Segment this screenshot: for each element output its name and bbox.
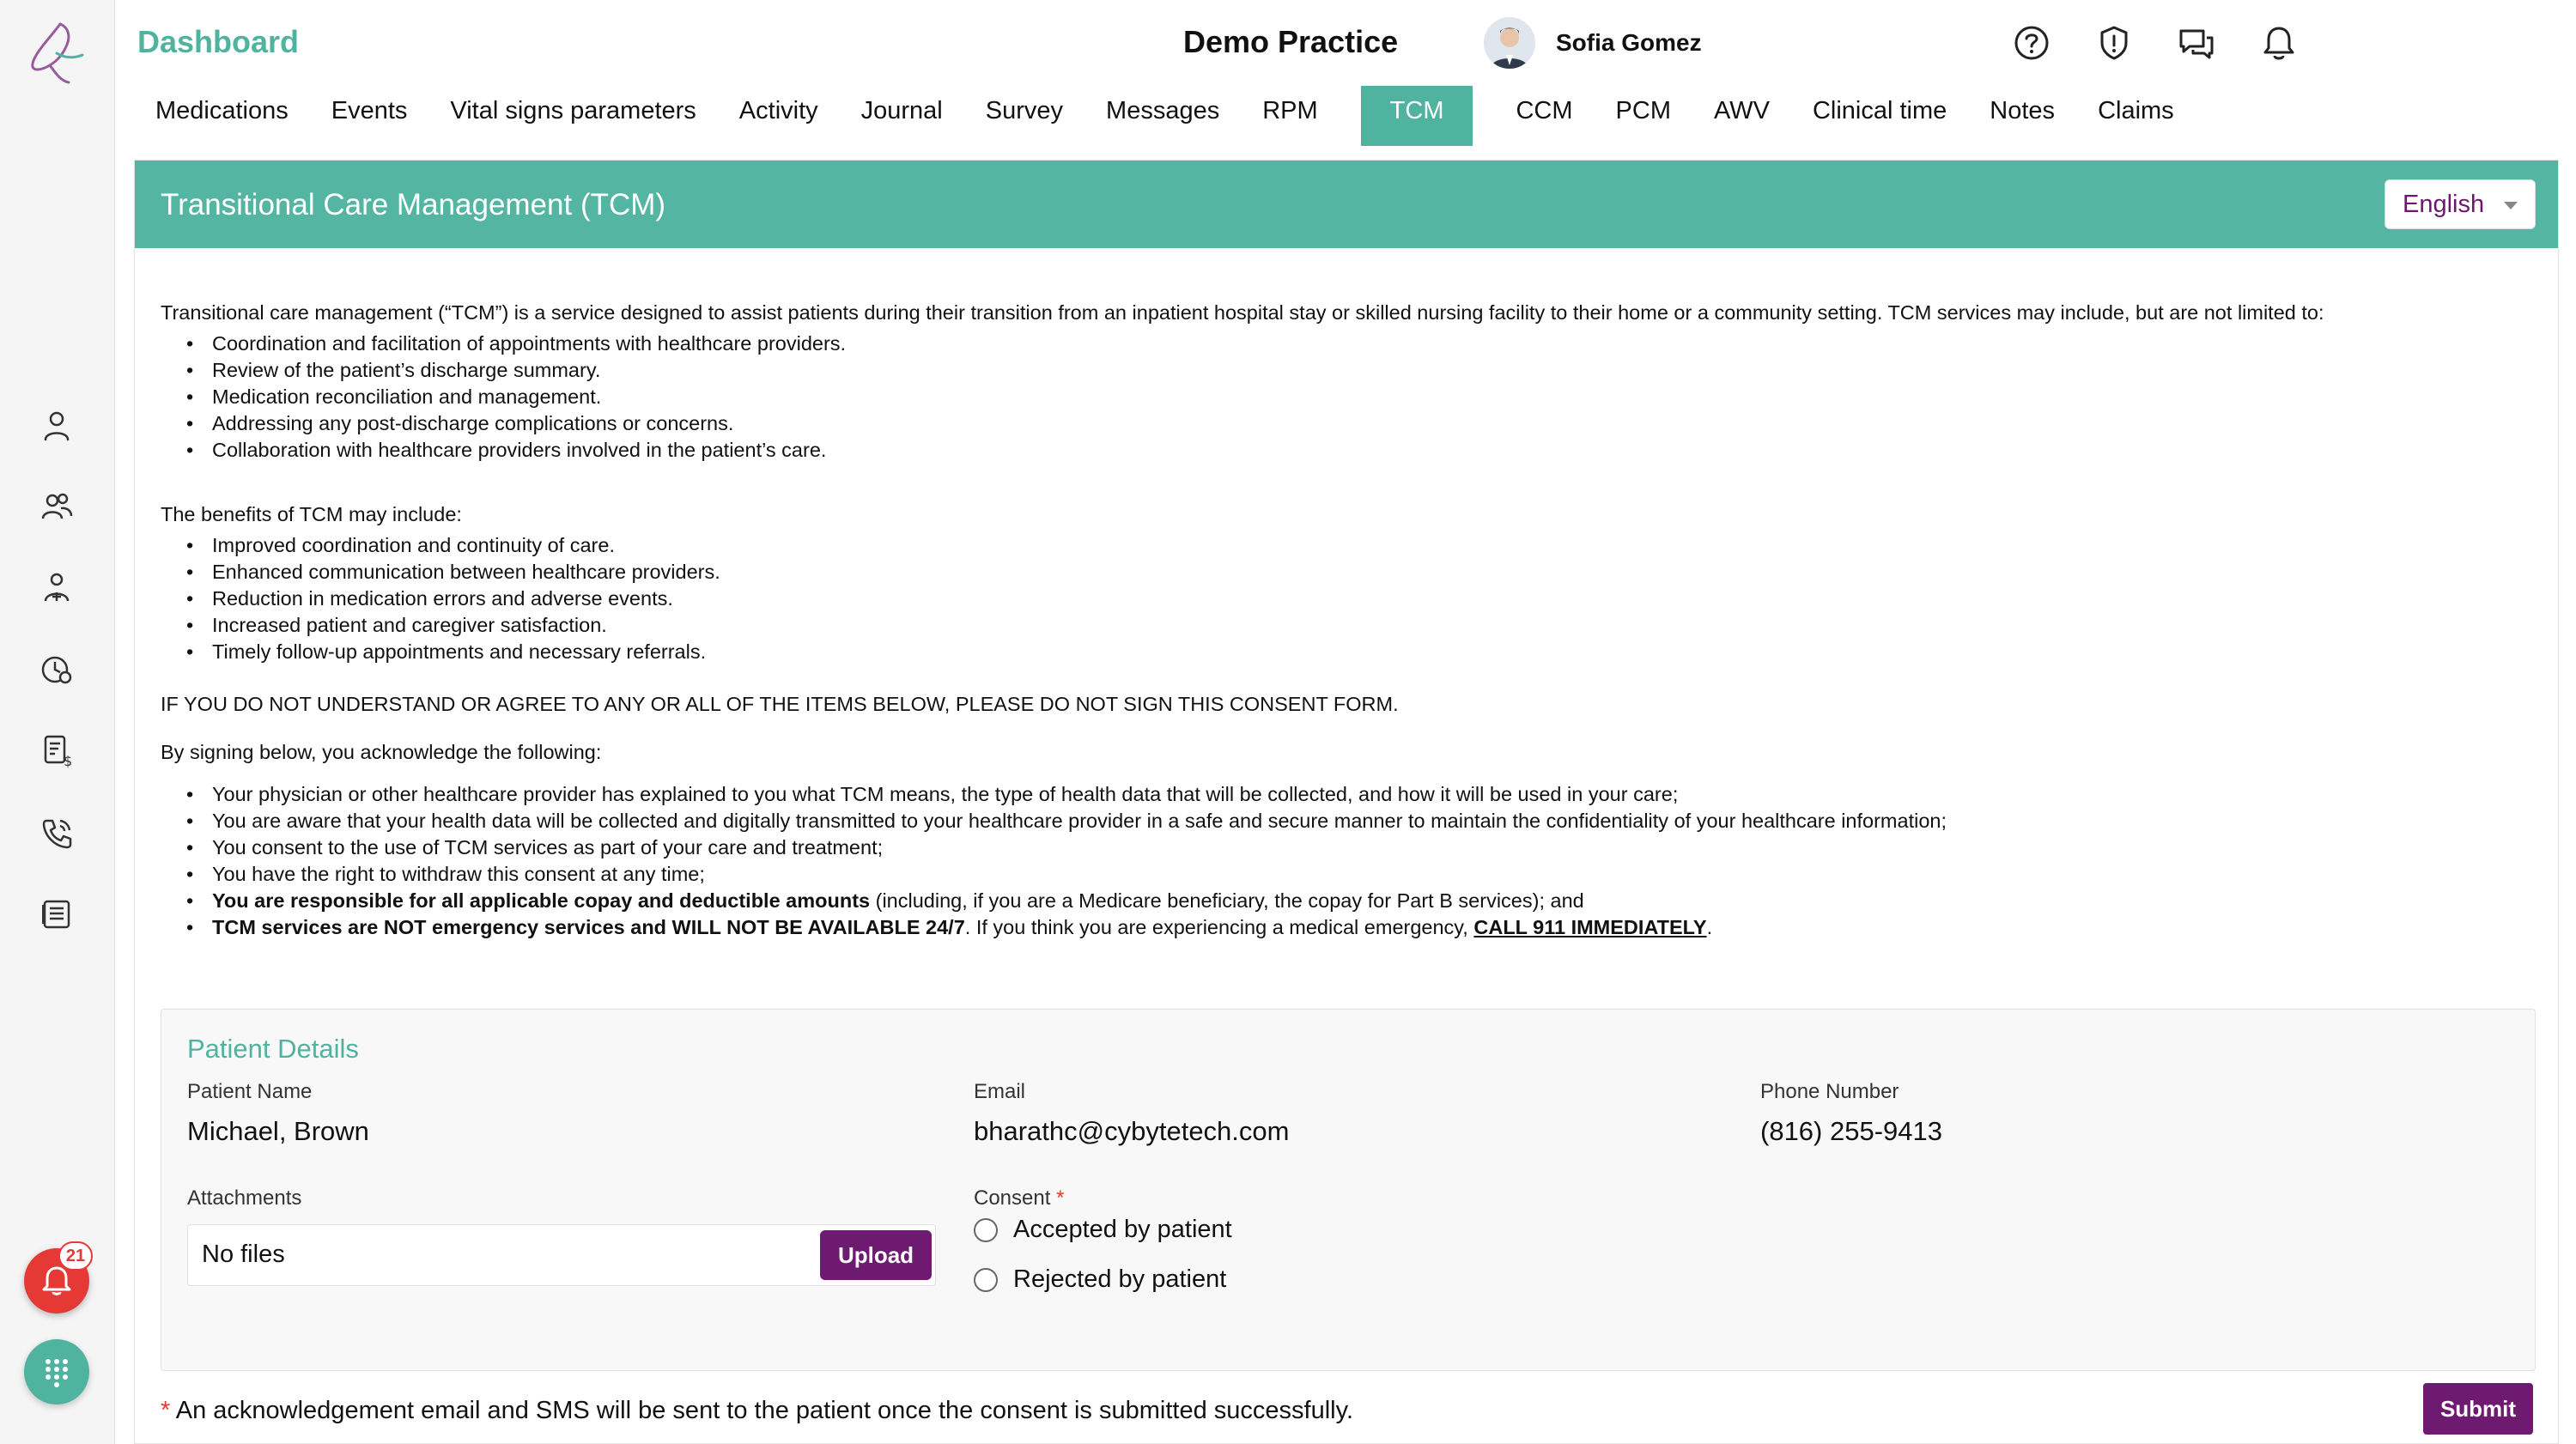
consent-accepted-label[interactable]: Accepted by patient xyxy=(1013,1216,1232,1243)
alert-count-badge: 21 xyxy=(58,1241,93,1271)
phone-value: (816) 255-9413 xyxy=(1760,1116,1942,1146)
email-value: bharathc@cybytetech.com xyxy=(974,1116,1290,1146)
list-item: • Reduction in medication errors and adverse events. xyxy=(185,585,2548,612)
user-icon[interactable] xyxy=(36,405,77,446)
tab-notes[interactable]: Notes xyxy=(1990,96,2056,124)
tab-survey[interactable]: Survey xyxy=(985,96,1064,124)
list-item: • Review of the patient’s discharge summary. xyxy=(185,357,2548,384)
users-group-icon[interactable] xyxy=(36,486,77,527)
list-item xyxy=(185,914,2548,941)
chat-icon[interactable] xyxy=(2176,22,2217,64)
consent-rejected-option[interactable] xyxy=(974,1265,1226,1294)
consent-text xyxy=(161,300,2548,941)
list-item: • You consent to the use of TCM services as part of your care and treatment; xyxy=(185,834,2548,861)
consent-intro: Transitional care management (“TCM”) is a service designed to assist patients during their transition from an inpatient hospital stay or skilled nursing facility to their home or a community setting. TCM services may include, but are not limited to: xyxy=(161,301,2324,324)
emergency-text: . If you think you are experiencing a medical emergency, xyxy=(964,916,1474,938)
attachments-label: Attachments xyxy=(187,1186,302,1210)
emergency-end-text: . xyxy=(1706,916,1713,938)
list-item: • Timely follow-up appointments and necessary referrals. xyxy=(185,639,2548,665)
benefits-heading: The benefits of TCM may include: xyxy=(161,503,462,525)
dashboard-link[interactable]: Dashboard xyxy=(137,24,300,59)
call-911-text: CALL 911 IMMEDIATELY xyxy=(1473,916,1707,938)
consent-warning: IF YOU DO NOT UNDERSTAND OR AGREE TO ANY OR ALL OF THE ITEMS BELOW, PLEASE DO NOT SIGN THIS CONSENT FORM. xyxy=(161,693,1399,715)
copay-bold-text: You are responsible for all applicable copay and deductible amounts xyxy=(212,889,871,912)
tab-pcm[interactable]: PCM xyxy=(1615,96,1671,124)
emergency-bold-text: TCM services are NOT emergency services and WILL NOT BE AVAILABLE 24/7 xyxy=(212,916,965,938)
attachments-field[interactable] xyxy=(187,1224,936,1286)
submit-button[interactable]: Submit xyxy=(2423,1383,2533,1435)
language-select-value: English xyxy=(2403,190,2485,218)
consent-rejected-radio[interactable] xyxy=(974,1268,998,1292)
tab-vital-signs-parameters[interactable]: Vital signs parameters xyxy=(450,96,696,124)
billing-icon[interactable] xyxy=(36,730,77,771)
patient-tabs xyxy=(134,86,2196,146)
submit-note: * An acknowledgement email and SMS will be sent to the patient once the consent is submitted successfully. xyxy=(161,1397,1354,1424)
tab-tcm[interactable]: TCM xyxy=(1361,86,1473,146)
tab-awv[interactable]: AWV xyxy=(1713,96,1770,124)
clock-user-icon[interactable] xyxy=(36,649,77,690)
list-item: • You have the right to withdraw this consent at any time; xyxy=(185,861,2548,888)
tab-messages[interactable]: Messages xyxy=(1106,96,1220,124)
svg-text:$: $ xyxy=(64,753,73,769)
list-item: • Collaboration with healthcare providers involved in the patient’s care. xyxy=(185,437,2548,464)
tab-journal[interactable]: Journal xyxy=(860,96,943,124)
language-select[interactable] xyxy=(2385,179,2536,229)
acknowledge-heading: By signing below, you acknowledge the following: xyxy=(161,741,602,763)
services-list xyxy=(185,331,2548,464)
consent-accepted-option[interactable] xyxy=(974,1216,1232,1244)
tab-claims[interactable]: Claims xyxy=(2098,96,2174,124)
benefits-list xyxy=(185,532,2548,665)
copay-text: (including, if you are a Medicare beneficiary, the copay for Part B services); and xyxy=(870,889,1584,912)
acknowledgements-list xyxy=(185,781,2548,941)
tcm-consent-panel xyxy=(134,160,2559,1444)
email-label: Email xyxy=(974,1080,1026,1103)
attachments-value: No files xyxy=(202,1241,285,1268)
top-header xyxy=(115,0,2576,86)
tab-rpm[interactable]: RPM xyxy=(1262,96,1318,124)
practice-name: Demo Practice xyxy=(1183,24,1399,59)
reports-icon[interactable] xyxy=(36,893,77,934)
user-name[interactable]: Sofia Gomez xyxy=(1556,29,1702,56)
upload-button[interactable]: Upload xyxy=(820,1230,932,1280)
panel-title: Transitional Care Management (TCM) xyxy=(161,188,666,221)
consent-rejected-label[interactable]: Rejected by patient xyxy=(1013,1265,1227,1293)
consent-accepted-radio[interactable] xyxy=(974,1218,998,1242)
list-item: • Increased patient and caregiver satisfaction. xyxy=(185,612,2548,639)
user-avatar[interactable] xyxy=(1484,17,1535,69)
phone-call-icon[interactable] xyxy=(36,812,77,853)
tab-events[interactable]: Events xyxy=(331,96,408,124)
list-item: • Addressing any post-discharge complications or concerns. xyxy=(185,410,2548,437)
list-item: • Coordination and facilitation of appointments with healthcare providers. xyxy=(185,331,2548,357)
list-item: • You are aware that your health data will be collected and digitally transmitted to your healthcare provider in a safe and secure manner to maintain the confidentiality of your healthcare information; xyxy=(185,808,2548,834)
consent-label: Consent * xyxy=(974,1186,1065,1210)
patient-name-label: Patient Name xyxy=(187,1080,313,1103)
chevron-down-icon xyxy=(2504,202,2518,209)
list-item: • Your physician or other healthcare provider has explained to you what TCM means, the type of health data that will be collected, and how it will be used in your care; xyxy=(185,781,2548,808)
list-item: • Enhanced communication between healthcare providers. xyxy=(185,559,2548,585)
list-item: • Medication reconciliation and management. xyxy=(185,384,2548,410)
list-item: • Improved coordination and continuity of care. xyxy=(185,532,2548,559)
tab-clinical-time[interactable]: Clinical time xyxy=(1812,96,1947,124)
notification-bell-icon[interactable] xyxy=(2258,22,2300,64)
shield-alert-icon[interactable] xyxy=(2093,22,2135,64)
tab-medications[interactable]: Medications xyxy=(155,96,289,124)
patient-details-title: Patient Details xyxy=(187,1034,359,1064)
care-team-icon[interactable] xyxy=(36,567,77,608)
patient-details-card xyxy=(161,1009,2536,1371)
tab-ccm[interactable]: CCM xyxy=(1516,96,1573,124)
dialpad-icon[interactable] xyxy=(24,1339,89,1405)
sidebar xyxy=(0,0,115,1444)
required-asterisk: * xyxy=(1056,1186,1065,1210)
panel-header xyxy=(135,161,2558,248)
tab-activity[interactable]: Activity xyxy=(738,96,818,124)
help-icon[interactable] xyxy=(2011,22,2052,64)
phone-label: Phone Number xyxy=(1760,1080,1899,1103)
patient-name-value: Michael, Brown xyxy=(187,1116,369,1146)
list-item xyxy=(185,888,2548,914)
app-logo-icon[interactable] xyxy=(26,19,89,89)
